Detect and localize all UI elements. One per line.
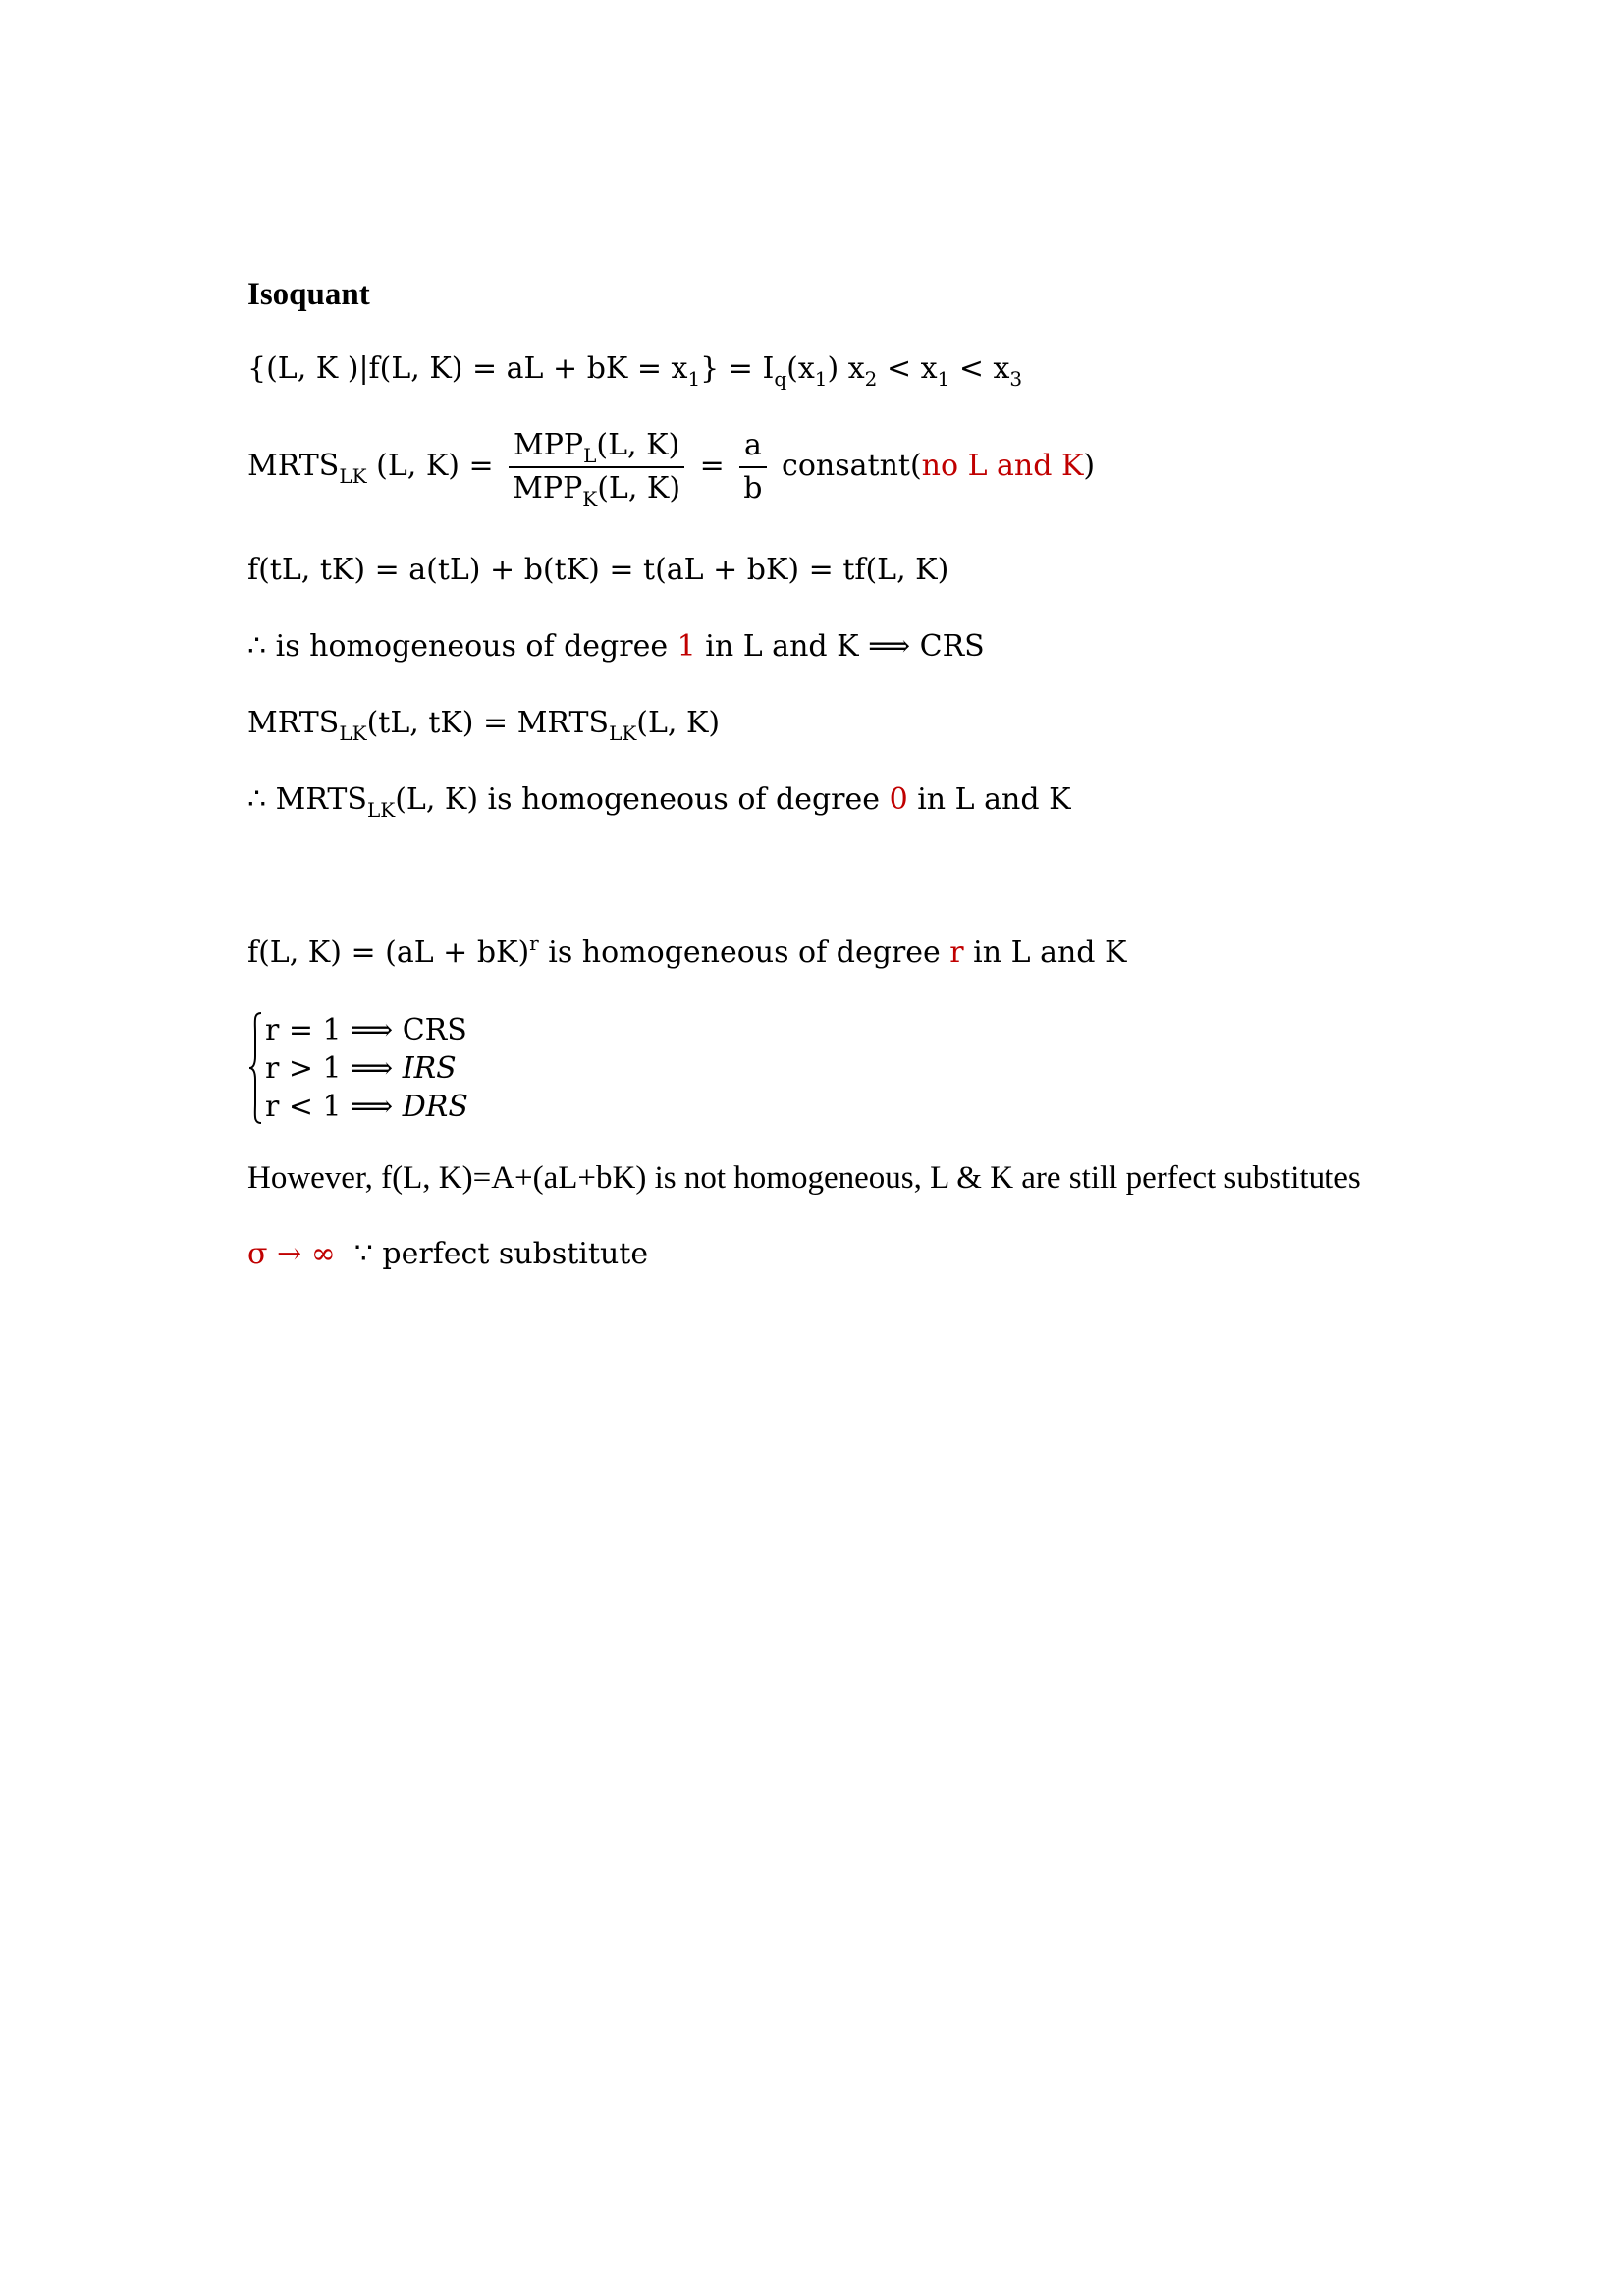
mrts-scaling-equation: $MRTS_{LK}(tL$, $tK) = MRTS_{LK}(L$, K) xyxy=(247,706,721,745)
section-title: Isoquant xyxy=(247,277,370,312)
case-row: r > 1 ⟹ IRS xyxy=(265,1051,457,1086)
case-row: r < 1 ⟹ DRS xyxy=(265,1090,468,1124)
degree-zero-statement: ∴ $MRTS_{LK}(L$, K) is homogeneous of degree 0 in L and K xyxy=(247,782,1071,822)
degree-r-statement: f(L, K) = (aL + bK)$^r$ is homogeneous of degree r in L and K xyxy=(247,932,1127,970)
left-brace-icon xyxy=(247,1011,263,1125)
isoquant-set-equation: {(L, K )|f(L, K) = aL + bK = $x_1\} = I_q(x_1) x_2 < x_1 < x_3$ xyxy=(247,351,1023,391)
mrts-equation: $MRTS_{LK}$ (L, K) = $\frac{MPP_L(L, K)}{MPP_K(L, K)}$ = $\frac{a}{b}$ consatnt(no L and K) xyxy=(247,428,1096,510)
non-homogeneous-note: However, f(L, K)=A+(aL+bK) is not homogeneous, L & K are still perfect substitutes xyxy=(247,1160,1361,1196)
degree-one-statement: ∴ is homogeneous of degree 1 in L and K ⟹ CRS xyxy=(247,629,985,664)
mpp-fraction: $\frac{MPP_L(L, K)}{MPP_K(L, K)}$ xyxy=(509,427,684,507)
elasticity-statement: σ → ∞ ∵ perfect substitute xyxy=(247,1237,649,1271)
ab-fraction: $\frac{a}{b}$ xyxy=(739,427,766,507)
case-row: r = 1 ⟹ CRS xyxy=(265,1013,467,1047)
homogeneity-equation: f(tL, tK) = a(tL) + b(tK) = t(aL + bK) = tf(L, K) xyxy=(247,553,949,587)
